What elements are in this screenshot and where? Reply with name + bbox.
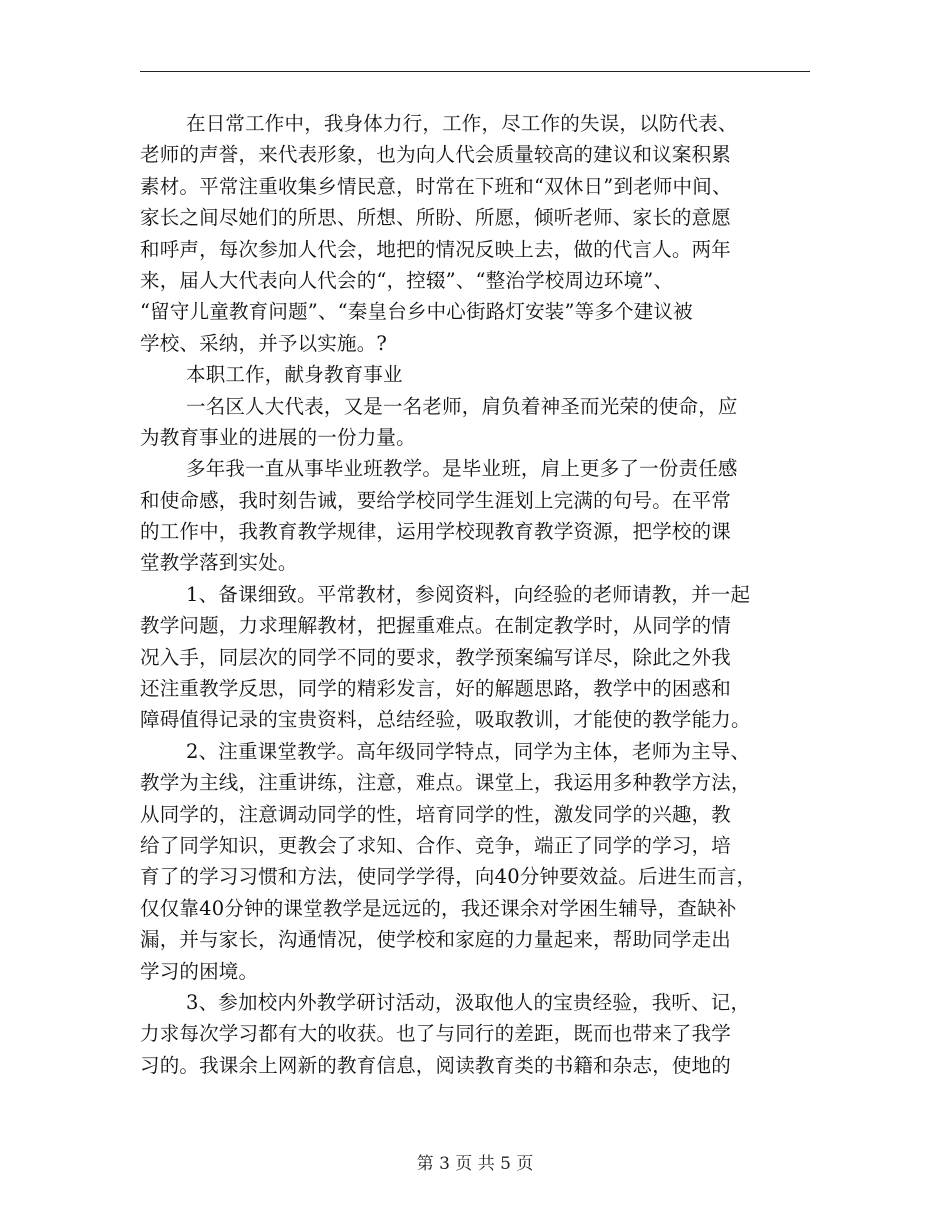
text-line: 的工作中，我教育教学规律，运用学校现教育教学资源，把学校的课 xyxy=(140,520,732,544)
text-line: 给了同学知识，更教会了求知、合作、竞争，端正了同学的学习，培 xyxy=(140,833,732,857)
text-line: 从同学的，注意调动同学的性，培育同学的性，激发同学的兴趣，教 xyxy=(140,802,732,826)
header-rule xyxy=(140,71,810,72)
text-line: 况入手，同层次的同学不同的要求，教学预案编写详尽，除此之外我 xyxy=(140,645,732,669)
page-number: 第 3 页 共 5 页 xyxy=(416,1154,534,1174)
text-line: 学习的困境。 xyxy=(140,959,259,983)
text-line: 习的。我课余上网新的教育信息，阅读教育类的书籍和杂志，使地的 xyxy=(140,1053,732,1077)
text-line: 多年我一直从事毕业班教学。是毕业班，肩上更多了一份责任感 xyxy=(186,457,738,481)
text-line: 在日常工作中，我身体力行，工作，尽工作的失误，以防代表、 xyxy=(186,112,738,135)
text-line: 仅仅靠40分钟的课堂教学是远远的，我还课余对学困生辅导，查缺补 xyxy=(140,896,737,920)
text-line: 3、参加校内外教学研讨活动，汲取他人的宝贵经验，我听、记， xyxy=(186,990,751,1014)
text-line: 和使命感，我时刻告诫，要给学校同学生涯划上完满的句号。在平常 xyxy=(140,488,732,512)
text-line: 为教育事业的进展的一份力量。 xyxy=(140,425,416,449)
text-line: 2、注重课堂教学。高年级同学特点，同学为主体，老师为主导、 xyxy=(186,739,751,763)
text-line: 障碍值得记录的宝贵资料，总结经验，吸取教训，才能使的教学能力。 xyxy=(140,708,751,732)
text-line: 教学为主线，注重讲练，注意，难点。课堂上，我运用多种教学方法， xyxy=(140,771,751,795)
text-line: 素材。平常注重收集乡情民意，时常在下班和“双休日”到老师中间、 xyxy=(140,174,732,198)
text-line: 还注重教学反思，同学的精彩发言，好的解题思路，教学中的困惑和 xyxy=(140,677,732,701)
text-line: 育了的学习习惯和方法，使同学学得，向40分钟要效益。后进生而言， xyxy=(140,865,757,889)
text-line: 老师的声誉，来代表形象，也为向人代会质量较高的建议和议案积累 xyxy=(140,143,732,167)
text-line: 力求每次学习都有大的收获。也了与同行的差距，既而也带来了我学 xyxy=(140,1022,732,1046)
body-text xyxy=(140,108,840,1081)
text-line: 和呼声，每次参加人代会，地把的情况反映上去，做的代言人。两年 xyxy=(140,237,732,261)
section-heading: 本职工作，献身教育事业 xyxy=(186,363,403,387)
text-line: 1、备课细致。平常教材，参阅资料，向经验的老师请教，并一起 xyxy=(186,582,751,606)
text-line: 一名区人大代表，又是一名老师，肩负着神圣而光荣的使命，应 xyxy=(186,394,738,418)
text-line: 来，届人大代表向人代会的“，控辍”、“整治学校周边环境”、 xyxy=(140,268,674,292)
text-line: “留守儿童教育问题”、“秦皇台乡中心街路灯安装”等多个建议被 xyxy=(140,300,693,324)
text-line: 家长之间尽她们的所思、所想、所盼、所愿，倾听老师、家长的意愿 xyxy=(140,206,732,230)
text-line: 教学问题，力求理解教材，把握重难点。在制定教学时，从同学的情 xyxy=(140,614,732,638)
text-line: 漏，并与家长，沟通情况，使学校和家庭的力量起来，帮助同学走出 xyxy=(140,928,732,952)
text-line: 学校、采纳，并予以实施。? xyxy=(140,331,388,355)
text-line: 堂教学落到实处。 xyxy=(140,551,298,575)
